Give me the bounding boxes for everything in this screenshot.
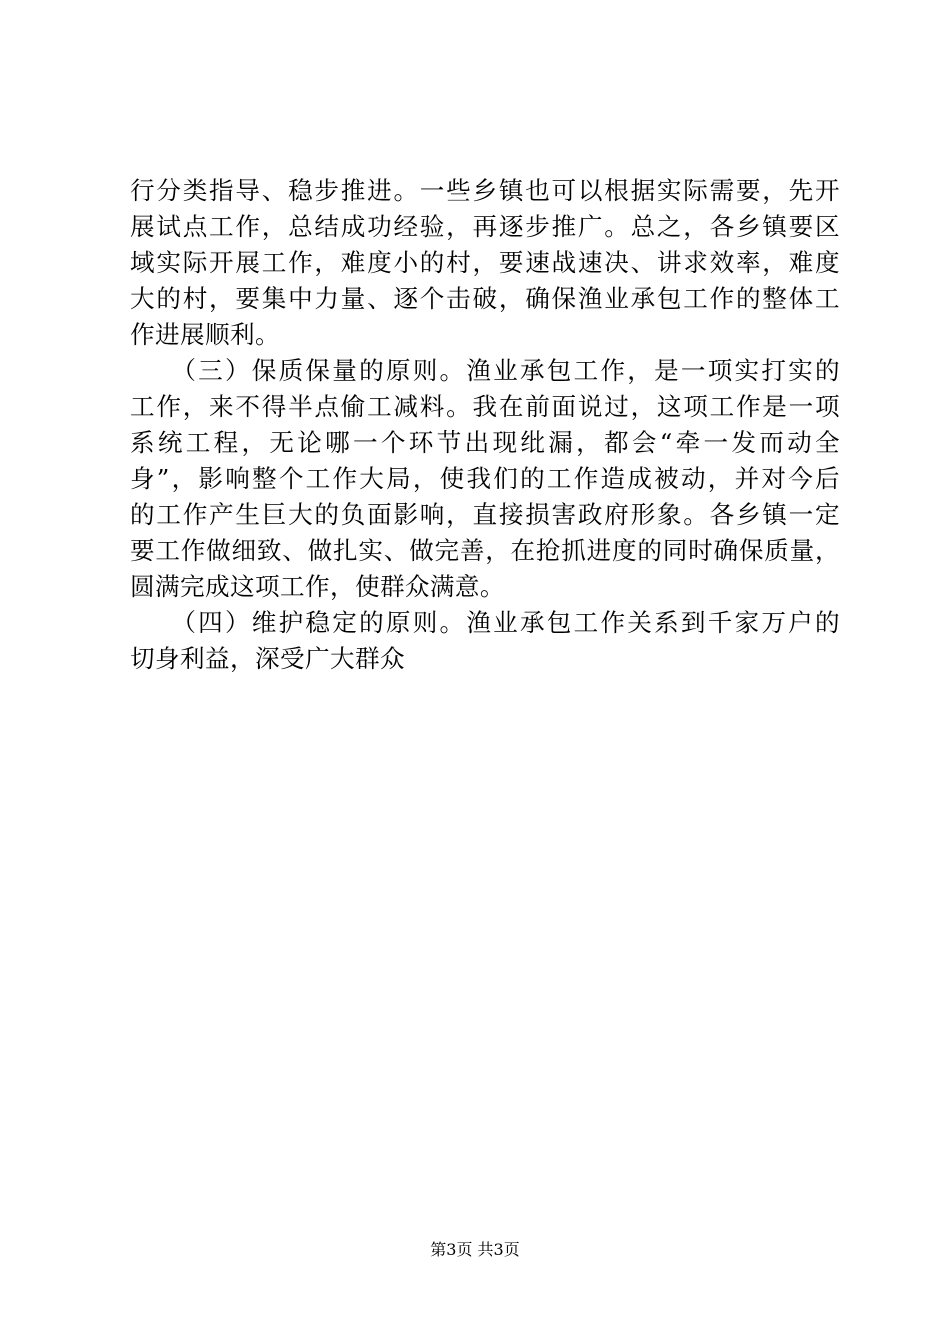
text-line: 域实际开展工作，难度小的村，要速战速决、讲求效率，难度 [130,248,840,277]
text-line: （四）维护稳定的原则。渔业承包工作关系到千家万户的 [130,608,840,637]
text-line: 展试点工作，总结成功经验，再逐步推广。总之，各乡镇要区 [130,212,840,241]
text-line: 切身利益，深受广大群众 [130,644,405,673]
page-footer [0,1240,950,1260]
text-line: 的工作产生巨大的负面影响，直接损害政府形象。各乡镇一定 [130,500,840,529]
text-line: 大的村，要集中力量、逐个击破，确保渔业承包工作的整体工 [130,284,840,313]
text-line: 工作，来不得半点偷工减料。我在前面说过，这项工作是一项 [130,392,840,421]
text-line: （三）保质保量的原则。渔业承包工作，是一项实打实的 [130,356,840,385]
page-number: 第3页 共3页 [430,1240,520,1259]
text-line: 要工作做细致、做扎实、做完善，在抢抓进度的同时确保质量， [130,536,840,565]
text-line: 系统工程，无论哪一个环节出现纰漏，都会“牵一发而动全 [130,428,840,457]
body-text [130,173,840,677]
text-line: 行分类指导、稳步推进。一些乡镇也可以根据实际需要，先开 [130,176,840,205]
text-line: 作进展顺利。 [130,320,280,349]
text-line: 身”，影响整个工作大局，使我们的工作造成被动，并对今后 [130,464,840,493]
text-line: 圆满完成这项工作，使群众满意。 [130,572,505,601]
